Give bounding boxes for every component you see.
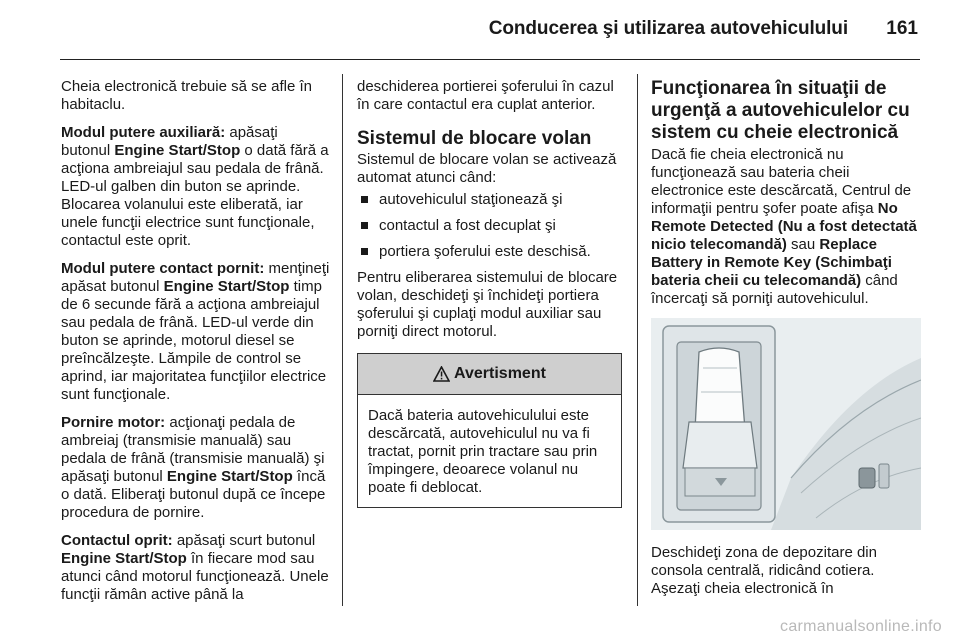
button-name: Engine Start/Stop xyxy=(114,142,241,159)
page-number: 161 xyxy=(886,18,918,39)
button-name: Engine Start/Stop xyxy=(163,278,290,295)
text: timp de 6 secunde fără a acţiona ambreiajul sau pedala de frână. LED-ul verde din buton se aprinde, motorul diesel se preîncălzeşte. Lămpile de control se aprind, iar majoritatea funcţiilor electrice sunt funcţionale. xyxy=(61,278,327,403)
text: contactul a fost decuplat şi xyxy=(379,217,556,234)
paragraph xyxy=(357,269,622,341)
text: portiera şoferului este deschisă. xyxy=(379,243,591,260)
button-name: Engine Start/Stop xyxy=(61,550,187,567)
button-name: Engine Start/Stop xyxy=(166,468,293,485)
warning-title: Avertisment xyxy=(454,365,546,382)
text: Cheia electronică trebuie să se afle în habitaclu. xyxy=(61,78,312,113)
term-label: Contactul oprit: xyxy=(61,532,173,549)
column-3 xyxy=(651,78,923,608)
paragraph-engine-start xyxy=(61,414,331,522)
key-storage-illustration xyxy=(651,318,921,530)
paragraph-ignition-off xyxy=(61,532,331,604)
list-item xyxy=(357,191,622,209)
text: Deschideţi zona de depozitare din consola centrală, ridicând cotiera. Aşezaţi cheia electronică în xyxy=(651,544,877,597)
text: apăsaţi scurt butonul xyxy=(172,532,316,549)
text: când încercaţi să porniţi autovehiculul. xyxy=(651,272,898,307)
text: deschiderea portierei şoferului în cazul în care contactul era cuplat anterior. xyxy=(357,78,614,113)
text: o dată fără a acţiona ambreiajul sau pedala de frână. LED-ul galben din buton se aprinde. Blocarea volanului este eliberată, iar unele funcţii electrice sunt funcţionale, contactul este oprit. xyxy=(61,142,329,249)
paragraph xyxy=(357,78,622,114)
text: încă o dată. Eliberaţi butonul după ce începe procedura de pornire. xyxy=(61,468,326,521)
console-key-slot-image xyxy=(651,318,921,530)
list-item xyxy=(357,243,622,261)
bullet-icon xyxy=(361,222,368,229)
text: Sistemul de blocare volan se activează automat atunci când: xyxy=(357,151,617,186)
text: sau xyxy=(786,236,820,253)
paragraph xyxy=(651,146,923,308)
paragraph-auxiliary-mode xyxy=(61,124,331,250)
paragraph xyxy=(651,544,923,598)
term-label: Pornire motor: xyxy=(61,414,166,431)
text: acţionaţi pedala de ambreiaj (transmisie manuală) sau pedala de frână (transmisie manuală) şi apăsaţi butonul xyxy=(61,414,325,485)
paragraph xyxy=(61,78,331,114)
text: menţineţi apăsat butonul xyxy=(61,260,330,295)
display-message: Replace Battery in Remote Key (Schimbaţi bateria cheii cu telecomandă) xyxy=(651,236,892,289)
text: autovehiculul staţionează şi xyxy=(379,191,563,208)
column-divider-1 xyxy=(342,74,343,606)
section-heading: Sistemul de blocare volan xyxy=(357,128,592,149)
column-2 xyxy=(357,78,622,508)
column-1 xyxy=(61,78,331,614)
page-title: Conducerea şi utilizarea autovehiculului xyxy=(488,18,848,39)
paragraph-ignition-on-mode xyxy=(61,260,331,404)
bullet-icon xyxy=(361,196,368,203)
watermark: carmanualsonline.info xyxy=(780,618,942,635)
page-header xyxy=(0,0,960,58)
text: în fiecare mod sau atunci când motorul funcţionează. Unele funcţii rămân active până la xyxy=(61,550,329,603)
text: Pentru eliberarea sistemului de blocare volan, deschideţi şi închideţi portiera şoferului şi cuplaţi modul auxiliar sau porniţi direct motorul. xyxy=(357,269,618,340)
term-label: Modul putere auxiliară: xyxy=(61,124,226,141)
warning-triangle-icon xyxy=(433,366,450,382)
warning-header xyxy=(358,354,621,395)
bullet-icon xyxy=(361,248,368,255)
text: Dacă fie cheia electronică nu funcţionează sau bateria cheii electronice este descărcată, Centrul de informaţii pentru şofer poate afişa xyxy=(651,146,912,217)
warning-text: Dacă bateria autovehiculului este descărcată, autovehiculul nu va fi tractat, pornit prin tractare sau prin împingere, deoarece volanul nu poate fi deblocat. xyxy=(368,407,598,496)
term-label: Modul putere contact pornit: xyxy=(61,260,265,277)
list-item xyxy=(357,217,622,235)
paragraph xyxy=(357,151,622,187)
header-divider xyxy=(60,59,920,60)
warning-box xyxy=(357,353,622,508)
display-message: No Remote Detected (Nu a fost detectată nicio telecomandă) xyxy=(651,200,917,253)
section-heading: Funcţionarea în situaţii de urgenţă a autovehiculelor cu sistem cu cheie electronică xyxy=(651,78,910,143)
column-divider-2 xyxy=(637,74,638,606)
bullet-list xyxy=(357,191,622,261)
text: apăsaţi butonul xyxy=(61,124,278,159)
